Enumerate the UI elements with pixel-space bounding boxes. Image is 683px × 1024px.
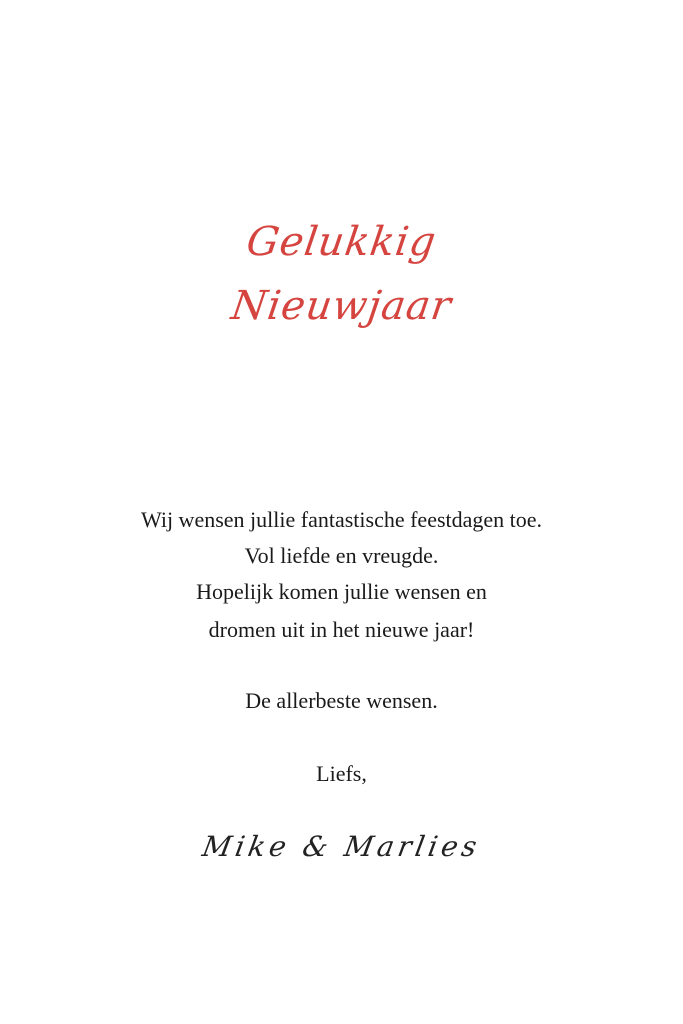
heading-nieuwjaar: Nieuwjaar [228,283,455,329]
signature: Mike & Marlies [199,830,484,863]
message-line-3: Hopelijk komen jullie wensen en [196,579,487,604]
heading-gelukkig: Gelukkig [243,219,440,265]
wishes-line: De allerbeste wensen. [245,688,438,713]
closing-line: Liefs, [316,761,367,786]
message-line-2: Vol liefde en vreugde. [244,543,439,568]
message-line-4: dromen uit in het nieuwe jaar! [208,617,475,642]
message-line-1: Wij wensen jullie fantastische feestdagen toe. [140,507,543,532]
